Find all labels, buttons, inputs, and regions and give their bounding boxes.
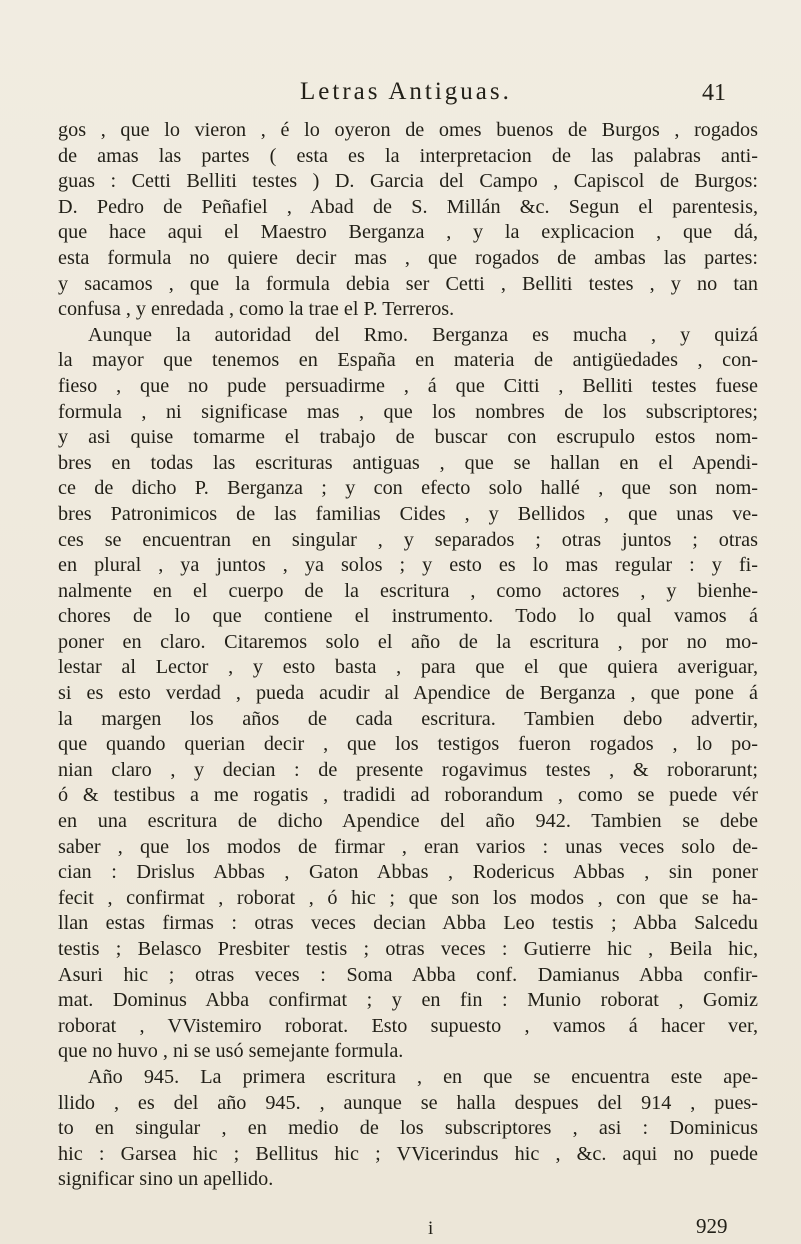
text-line: testis ; Belasco Presbiter testis ; otras veces : Gutierre hic , Beila hic,	[58, 938, 758, 960]
text-line: confusa , y enredada , como la trae el P. Terreros.	[58, 298, 455, 321]
page-header	[0, 78, 801, 112]
text-line: formula , ni significase mas , que los nombres de los subscriptores;	[58, 400, 758, 423]
text-line: mat. Dominus Abba confirmat ; y en fin : Munio roborat , Gomiz	[58, 989, 758, 1012]
text-line: llido , es del año 945. , aunque se halla despues del 914 , pues-	[58, 1091, 758, 1114]
page-number: 41	[702, 80, 726, 106]
text-line: que quando querian decir , que los testigos fueron rogados , lo po-	[58, 733, 758, 756]
paragraph-start-line: Aunque la autoridad del Rmo. Berganza es mucha , y quizá	[88, 323, 758, 346]
text-line: nalmente en el cuerpo de la escritura , como actores , y bienhe-	[58, 579, 758, 602]
body-text	[58, 118, 758, 1193]
text-line: lestar al Lector , y esto basta , para que el que quiera averiguar,	[58, 656, 758, 679]
text-line: to en singular , en medio de los subscriptores , asi : Dominicus	[58, 1117, 758, 1140]
text-line: fecit , confirmat , roborat , ó hic ; que son los modos , con que se ha-	[58, 886, 758, 909]
text-line: nian claro , y decian : de presente rogavimus testes , & roborarunt;	[58, 758, 758, 781]
text-line: roborat , VVistemiro roborat. Esto supuesto , vamos á hacer ver,	[58, 1014, 758, 1037]
text-line: que no huvo , ni se usó semejante formula.	[58, 1040, 404, 1063]
text-line: la mayor que tenemos en España en materia de antigüedades , con-	[58, 349, 758, 372]
text-line: bres en todas las escrituras antiguas , que se hallan en el Apendi-	[58, 451, 758, 474]
text-line: si es esto verdad , pueda acudir al Apendice de Berganza , que pone á	[58, 682, 758, 705]
text-line: fieso , que no pude persuadirme , á que Citti , Belliti testes fuese	[58, 374, 758, 397]
text-line: Asuri hic ; otras veces : Soma Abba conf. Damianus Abba confir-	[58, 963, 758, 986]
text-line: saber , que los modos de firmar , eran varios : unas veces solo de-	[58, 835, 758, 858]
paragraph-start-line: Año 945. La primera escritura , en que se encuentra este ape-	[88, 1065, 758, 1088]
text-line: cian : Drislus Abbas , Gaton Abbas , Rodericus Abbas , sin poner	[58, 861, 758, 884]
text-line: bres Patronimicos de las familias Cides , y Bellidos , que unas ve-	[58, 502, 758, 525]
text-line: y sacamos , que la formula debia ser Cetti , Belliti testes , y no tan	[58, 272, 758, 295]
text-line: en una escritura de dicho Apendice del año 942. Tambien se debe	[58, 810, 758, 833]
text-line: hic : Garsea hic ; Bellitus hic ; VVicerindus hic , &c. aqui no puede	[58, 1142, 758, 1165]
text-line: de amas las partes ( esta es la interpretacion de las palabras anti-	[58, 144, 758, 167]
text-line: guas : Cetti Belliti testes ) D. Garcia del Campo , Capiscol de Burgos:	[58, 170, 758, 193]
text-line: significar sino un apellido.	[58, 1168, 274, 1191]
text-line: que hace aqui el Maestro Berganza , y la explicacion , que dá,	[58, 221, 758, 244]
text-line: ó & testibus a me rogatis , tradidi ad roborandum , como se puede vér	[58, 784, 758, 807]
running-title: Letras Antiguas.	[300, 78, 512, 105]
text-line: en plural , ya juntos , ya solos ; y esto es lo mas regular : y fi-	[58, 554, 758, 577]
text-line: D. Pedro de Peñafiel , Abad de S. Millán &c. Segun el parentesis,	[58, 195, 758, 218]
signature-mark: i	[428, 1218, 434, 1239]
text-line: ces se encuentran en singular , y separados ; otras juntos ; otras	[58, 528, 758, 551]
text-line: esta formula no quiere decir mas , que rogados de ambas las partes:	[58, 246, 758, 269]
text-line: gos , que lo vieron , é lo oyeron de omes buenos de Burgos , rogados	[58, 119, 758, 141]
catchword: 929	[696, 1214, 728, 1238]
text-line: llan estas firmas : otras veces decian Abba Leo testis ; Abba Salcedu	[58, 912, 758, 935]
text-line: y asi quise tomarme el trabajo de buscar con escrupulo estos nom-	[58, 426, 758, 449]
text-line: ce de dicho P. Berganza ; y con efecto solo hallé , que son nom-	[58, 477, 758, 500]
text-line: la margen los años de cada escritura. Tambien debo advertir,	[58, 707, 758, 730]
text-line: chores de lo que contiene el instrumento. Todo lo qual vamos á	[58, 605, 758, 628]
text-line: poner en claro. Citaremos solo el año de la escritura , por no mo-	[58, 630, 758, 653]
